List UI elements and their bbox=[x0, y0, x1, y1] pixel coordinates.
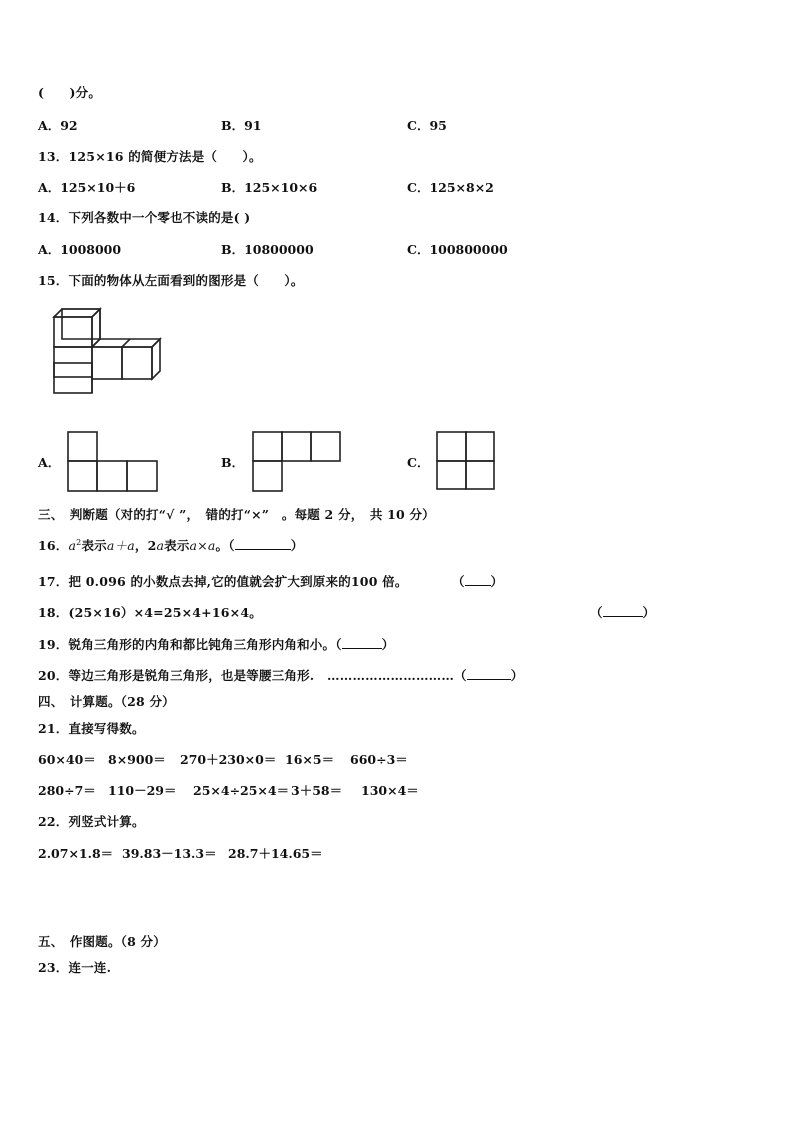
q20-text: 20．等边三角形是锐角三角形，也是等腰三角形. …………………………（ bbox=[38, 668, 467, 683]
q14-option-b[interactable]: B．10800000 bbox=[221, 242, 314, 257]
q17-answer bbox=[452, 572, 503, 590]
q17-paren-open: （ bbox=[452, 574, 465, 589]
q16-expr-2: a×a bbox=[189, 538, 216, 553]
q21-item-5[interactable]: 660÷3＝ bbox=[350, 752, 408, 767]
q18-paren-open: （ bbox=[590, 605, 603, 620]
q19 bbox=[38, 635, 394, 653]
q15-stem: 15．下面的物体从左面看到的图形是（ ）。 bbox=[38, 273, 304, 288]
q21-item-2[interactable]: 8×900＝ bbox=[108, 752, 166, 767]
q16-expr-1: a＋a bbox=[106, 538, 135, 553]
q16-var-a-2: a bbox=[156, 538, 165, 553]
q22-item-3[interactable]: 28.7＋14.65＝ bbox=[228, 846, 323, 861]
q15-option-b-figure[interactable] bbox=[252, 431, 342, 493]
cube-stack-figure bbox=[48, 303, 168, 398]
q16-text-1: 表示 bbox=[81, 538, 107, 553]
q17-paren-close: ） bbox=[490, 574, 504, 589]
q16-exponent: 2 bbox=[76, 537, 82, 547]
q21-item-7[interactable]: 110－29＝ bbox=[108, 783, 177, 798]
section-3-title: 三、 判断题（对的打“√ ”， 错的打“×” 。每题 2 分， 共 10 分） bbox=[38, 507, 435, 522]
q14-option-a[interactable]: A．1008000 bbox=[38, 242, 122, 257]
q16-text-5: ） bbox=[290, 538, 304, 553]
q19-text: 19．锐角三角形的内角和都比钝角三角形内角和小。（ bbox=[38, 637, 342, 652]
q16-answer-blank[interactable] bbox=[235, 537, 291, 550]
q22-item-1[interactable]: 2.07×1.8＝ bbox=[38, 846, 114, 861]
q17-text: 17．把 0.096 的小数点去掉,它的值就会扩大到原来的100 倍。 bbox=[38, 574, 408, 589]
q21-stem: 21．直接写得数。 bbox=[38, 721, 145, 736]
q18-text: 18．(25×16）×4=25×4+16×4。 bbox=[38, 605, 262, 620]
section-5-title: 五、 作图题。（8 分） bbox=[38, 934, 166, 949]
q13-option-a[interactable]: A．125×10＋6 bbox=[38, 180, 136, 195]
q12-option-a[interactable]: A．92 bbox=[38, 118, 78, 133]
q18 bbox=[38, 603, 262, 621]
q21-item-10[interactable]: 130×4＝ bbox=[361, 783, 419, 798]
q21-item-9[interactable]: 3＋58＝ bbox=[291, 783, 343, 798]
q22-stem: 22．列竖式计算。 bbox=[38, 814, 145, 829]
q15-option-a-figure[interactable] bbox=[67, 431, 159, 493]
q15-option-c-label[interactable]: C． bbox=[407, 455, 430, 470]
q21-item-8[interactable]: 25×4÷25×4＝ bbox=[193, 783, 290, 798]
q18-paren-close: ） bbox=[642, 605, 656, 620]
q18-answer-blank[interactable] bbox=[603, 604, 643, 617]
q16-var-a: a bbox=[68, 538, 77, 553]
q15-option-c-figure[interactable] bbox=[436, 431, 496, 491]
section-4-title: 四、 计算题。（28 分） bbox=[38, 694, 175, 709]
q15-option-a-label[interactable]: A． bbox=[38, 455, 61, 470]
q20-paren-close: ） bbox=[510, 668, 524, 683]
q19-answer-blank[interactable] bbox=[342, 636, 382, 649]
q23-stem: 23．连一连. bbox=[38, 960, 112, 975]
q19-paren-close: ） bbox=[381, 637, 395, 652]
q15-option-b-label[interactable]: B． bbox=[221, 455, 245, 470]
q21-item-1[interactable]: 60×40＝ bbox=[38, 752, 96, 767]
q21-item-3[interactable]: 270＋230×0＝ bbox=[180, 752, 277, 767]
q16-text-2: ，2 bbox=[134, 538, 157, 553]
q17 bbox=[38, 572, 408, 590]
q21-item-4[interactable]: 16×5＝ bbox=[285, 752, 335, 767]
q13-option-b[interactable]: B．125×10×6 bbox=[221, 180, 318, 195]
q22-item-2[interactable]: 39.83－13.3＝ bbox=[122, 846, 217, 861]
q20 bbox=[38, 666, 523, 684]
q18-answer bbox=[590, 603, 655, 621]
q16-number: 16． bbox=[38, 538, 69, 553]
q16-text-4: 。（ bbox=[215, 538, 235, 553]
q16-text-3: 表示 bbox=[164, 538, 190, 553]
q20-answer-blank[interactable] bbox=[467, 667, 511, 680]
q14-stem: 14．下列各数中一个零也不读的是( ) bbox=[38, 210, 251, 225]
q13-option-c[interactable]: C．125×8×2 bbox=[407, 180, 494, 195]
q14-option-c[interactable]: C．100800000 bbox=[407, 242, 508, 257]
q16 bbox=[38, 536, 303, 554]
q12-option-c[interactable]: C．95 bbox=[407, 118, 447, 133]
q17-answer-blank[interactable] bbox=[465, 573, 491, 586]
q12-stem-tail: ( )分。 bbox=[38, 85, 102, 100]
q13-stem: 13．125×16 的简便方法是（ ）。 bbox=[38, 149, 262, 164]
q12-option-b[interactable]: B．91 bbox=[221, 118, 262, 133]
q21-item-6[interactable]: 280÷7＝ bbox=[38, 783, 96, 798]
